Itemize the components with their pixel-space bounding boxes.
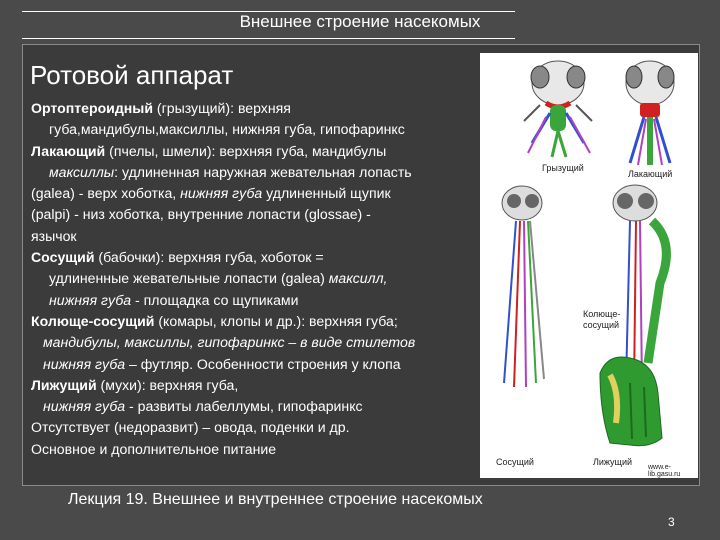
text-span: (мухи): верхняя губа,	[96, 376, 239, 393]
text-span: нижняя губа	[49, 291, 132, 308]
mouthparts-figure	[480, 53, 698, 478]
text-line	[31, 162, 476, 183]
caption-sucking: Сосущий	[496, 457, 534, 467]
image-source-credit: www.e-lib.gasu.ru	[648, 464, 681, 478]
text-line	[31, 439, 476, 460]
text-span: (palpi) - низ хоботка, внутренние лопасти (glossae) -	[31, 206, 371, 223]
licking-mouthparts-drawing	[600, 357, 662, 446]
caption-piercing-2: сосущий	[583, 320, 620, 330]
text-span: Основное и дополнительное питание	[31, 440, 277, 457]
text-span: (galea) - верх хоботка,	[31, 185, 181, 202]
header-bottom-rule	[22, 38, 515, 39]
lapping-mouthparts-drawing	[626, 61, 674, 165]
text-span: Отсутствует (недоразвит) – овода, поденки и др.	[31, 419, 350, 436]
text-span: - развиты лабеллумы, гипофаринкс	[125, 398, 363, 415]
text-line	[31, 119, 476, 140]
text-line	[31, 396, 476, 417]
mouthparts-illustration	[480, 53, 698, 478]
body-text	[31, 98, 476, 460]
text-span: максиллы	[49, 163, 115, 180]
text-line	[31, 375, 476, 396]
text-line	[31, 247, 476, 268]
text-span: нижняя губа	[43, 355, 126, 372]
term-sucking: Сосущий	[31, 249, 95, 266]
text-span: нижняя губа	[43, 398, 126, 415]
text-span: язычок	[31, 227, 77, 244]
term-gnawing: Ортоптероидный	[31, 100, 154, 116]
text-span: максилл,	[328, 270, 388, 287]
text-span: удлиненные жевательные лопасти (galea)	[49, 270, 329, 287]
text-line	[31, 332, 476, 353]
text-span: мандибулы, максиллы, гипофаринкс – в виде стилетов	[43, 334, 416, 351]
term-piercing-sucking: Колюще-сосущий	[31, 312, 155, 329]
text-line	[31, 226, 476, 247]
text-span: (комары, клопы и др.): верхняя губа;	[154, 312, 398, 329]
text-line	[31, 183, 476, 204]
text-line	[31, 311, 476, 332]
text-line	[31, 354, 476, 375]
term-licking: Лижущий	[31, 376, 97, 393]
page-number: 3	[668, 515, 675, 529]
piercing-sucking-mouthparts-drawing	[502, 185, 666, 387]
term-lapping: Лакающий	[31, 142, 106, 159]
gnawing-mouthparts-drawing	[524, 61, 592, 157]
text-line	[31, 204, 476, 225]
text-span: (бабочки): верхняя губа, хоботок =	[94, 249, 324, 266]
header-title: Внешнее строение насекомых	[239, 12, 481, 31]
caption-lapping: Лакающий	[628, 169, 673, 179]
caption-piercing-1: Колюще-	[583, 309, 621, 319]
text-line	[31, 290, 476, 311]
text-span: (грызущий): верхняя	[153, 100, 291, 116]
slide-title: Ротовой аппарат	[30, 60, 234, 90]
text-line	[31, 98, 476, 119]
text-span: : удлиненная наружная жевательная лопасть	[114, 163, 412, 180]
caption-licking: Лижущий	[593, 457, 633, 467]
text-span: – футляр. Особенности строения у клопа	[125, 355, 401, 372]
text-span: - площадка со щупиками	[131, 291, 299, 308]
text-span: удлиненный щупик	[262, 185, 391, 202]
footer-lecture-title: Лекция 19. Внешнее и внутреннее строение насекомых	[68, 491, 483, 508]
text-line	[31, 141, 476, 162]
text-span: губа,мандибулы,максиллы, нижняя губа, гипофаринкс	[49, 121, 405, 138]
caption-gnawing: Грызущий	[542, 163, 584, 173]
text-span: (пчелы, шмели): верхняя губа, мандибулы	[105, 142, 387, 159]
text-line	[31, 417, 476, 438]
text-span: нижняя губа	[180, 185, 263, 202]
text-line	[31, 268, 476, 289]
